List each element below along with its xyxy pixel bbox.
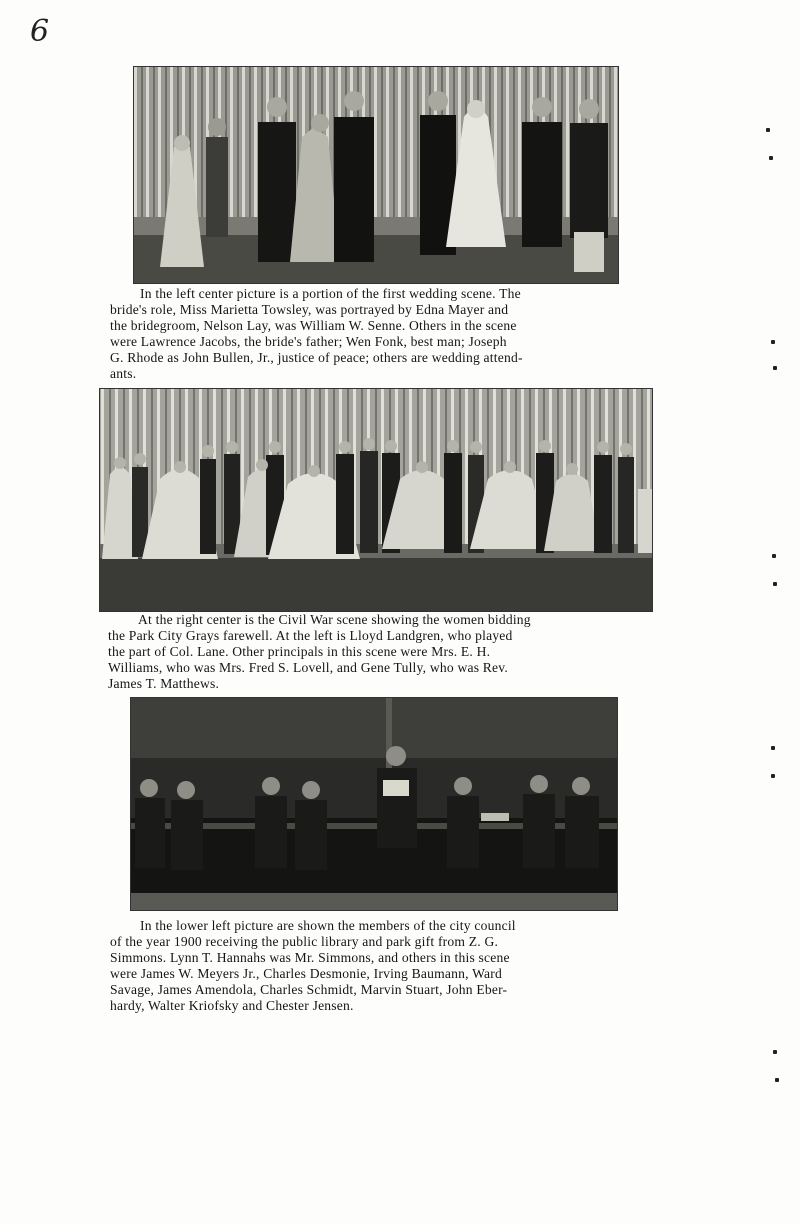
caption-line: In the left center picture is a portion of the first wedding scene. The (140, 286, 521, 301)
caption-line: bride's role, Miss Marietta Towsley, was portrayed by Edna Mayer and (110, 302, 509, 317)
caption-civil-war-scene (108, 612, 638, 692)
photo-city-council-scene (130, 697, 618, 911)
margin-mark (771, 340, 775, 344)
margin-mark (773, 366, 777, 370)
caption-line: In the lower left picture are shown the members of the city council (140, 918, 516, 933)
margin-mark (766, 128, 770, 132)
margin-mark (773, 1050, 777, 1054)
photo-first-wedding-scene (133, 66, 619, 284)
caption-city-council-scene (110, 918, 640, 1014)
caption-line: Savage, James Amendola, Charles Schmidt, Marvin Stuart, John Eber- (110, 982, 508, 997)
caption-line: Simmons. Lynn T. Hannahs was Mr. Simmons, and others in this scene (110, 950, 510, 965)
margin-mark (771, 774, 775, 778)
caption-line: the part of Col. Lane. Other principals in this scene were Mrs. E. H. (108, 644, 491, 659)
photo-civil-war-scene (99, 388, 653, 612)
margin-mark (773, 582, 777, 586)
caption-line: the Park City Grays farewell. At the left is Lloyd Landgren, who played (108, 628, 513, 643)
margin-mark (769, 156, 773, 160)
caption-line: were James W. Meyers Jr., Charles Desmonie, Irving Baumann, Ward (110, 966, 502, 981)
margin-mark (775, 1078, 779, 1082)
caption-line: At the right center is the Civil War scene showing the women bidding (138, 612, 531, 627)
city-council-scene-image (131, 698, 617, 910)
caption-first-wedding-scene (110, 286, 638, 382)
caption-line: were Lawrence Jacobs, the bride's father; Wen Fonk, best man; Joseph (110, 334, 507, 349)
page-number: 6 (30, 14, 50, 49)
civil-war-scene-image (100, 389, 652, 611)
margin-mark (772, 554, 776, 558)
caption-line: G. Rhode as John Bullen, Jr., justice of peace; others are wedding attend- (110, 350, 523, 365)
wedding-scene-image (134, 67, 618, 283)
caption-line: Williams, who was Mrs. Fred S. Lovell, and Gene Tully, who was Rev. (108, 660, 508, 675)
margin-mark (771, 746, 775, 750)
caption-line: of the year 1900 receiving the public library and park gift from Z. G. (110, 934, 499, 949)
caption-line: the bridegroom, Nelson Lay, was William W. Senne. Others in the scene (110, 318, 517, 333)
caption-line: ants. (110, 366, 137, 381)
caption-line: hardy, Walter Kriofsky and Chester Jensen. (110, 998, 354, 1013)
caption-line: James T. Matthews. (108, 676, 220, 691)
